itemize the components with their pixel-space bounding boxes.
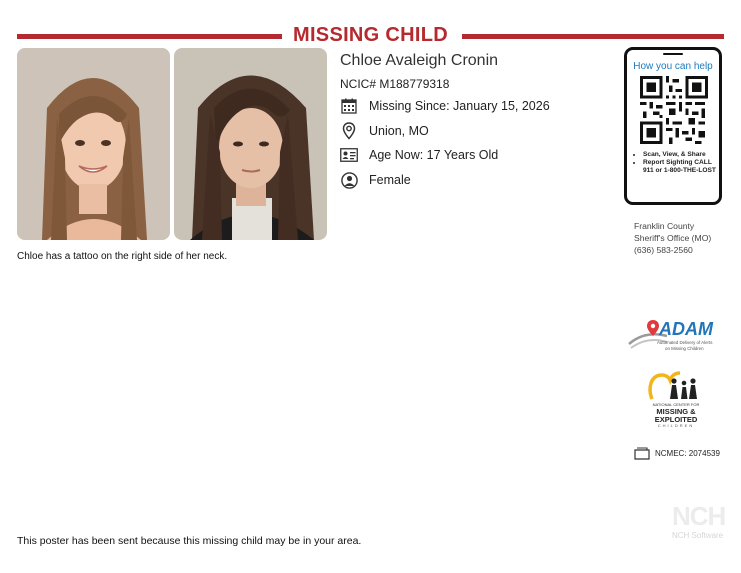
- agency-name-line2: Sheriff's Office (MO): [634, 233, 712, 243]
- help-steps: [630, 151, 717, 175]
- age-now: Age Now: 17 Years Old: [369, 148, 499, 162]
- ncmec-logo: [646, 369, 706, 429]
- ncmec-line4: CHILDREN: [657, 423, 695, 428]
- poster-title: MISSING CHILD: [0, 24, 741, 47]
- adam-brand: ADAM: [659, 319, 713, 339]
- missing-since: Missing Since: January 15, 2026: [369, 99, 550, 113]
- child-photo-1: [17, 48, 170, 240]
- ncmec-line3: EXPLOITED: [654, 415, 698, 424]
- agency-phone: (636) 583-2560: [634, 245, 693, 255]
- child-description: Chloe has a tattoo on the right side of her neck.: [17, 251, 228, 262]
- ncmec-line2: MISSING &: [656, 407, 696, 416]
- map-pin-icon: [340, 122, 358, 140]
- agency-name-line1: Franklin County: [634, 221, 695, 231]
- adam-logo: [627, 318, 721, 356]
- nch-sub: NCH Software: [672, 531, 724, 540]
- location: Union, MO: [369, 124, 429, 138]
- agency-contact: [634, 220, 711, 256]
- help-step: • Report Sighting CALL 911 or 1-800-THE-LOST: [643, 159, 717, 175]
- folder-icon: [634, 447, 650, 460]
- ncmec-case-number: NCMEC: 2074539: [655, 449, 720, 458]
- location-row: [340, 121, 429, 141]
- sex: Female: [369, 173, 411, 187]
- child-name: Chloe Avaleigh Cronin: [340, 52, 499, 69]
- calendar-icon: [340, 97, 358, 115]
- phone-speaker: [663, 53, 683, 55]
- nch-software-logo: [672, 503, 725, 540]
- person-icon: [340, 171, 358, 189]
- adam-subtitle-1: Automated Delivery of Alerts: [657, 340, 713, 345]
- footer-notice: This poster has been sent because this missing child may be in your area.: [17, 535, 362, 547]
- missing-since-row: [340, 96, 550, 116]
- nch-brand: NCH: [672, 501, 726, 531]
- qr-code-icon[interactable]: [640, 76, 708, 144]
- ncmec-case: [634, 447, 720, 460]
- sex-row: [340, 170, 411, 190]
- adam-subtitle-2: on Missing Children: [665, 346, 704, 351]
- phone-help-card: [624, 47, 722, 205]
- ncmec-line1: NATIONAL CENTER FOR: [652, 402, 700, 407]
- help-step: • Scan, View, & Share: [643, 151, 717, 159]
- id-card-icon: [340, 146, 358, 164]
- ncic-number: NCIC# M188779318: [340, 77, 450, 91]
- help-title: How you can help: [633, 61, 713, 72]
- age-row: [340, 145, 498, 165]
- child-photo-2: [174, 48, 327, 240]
